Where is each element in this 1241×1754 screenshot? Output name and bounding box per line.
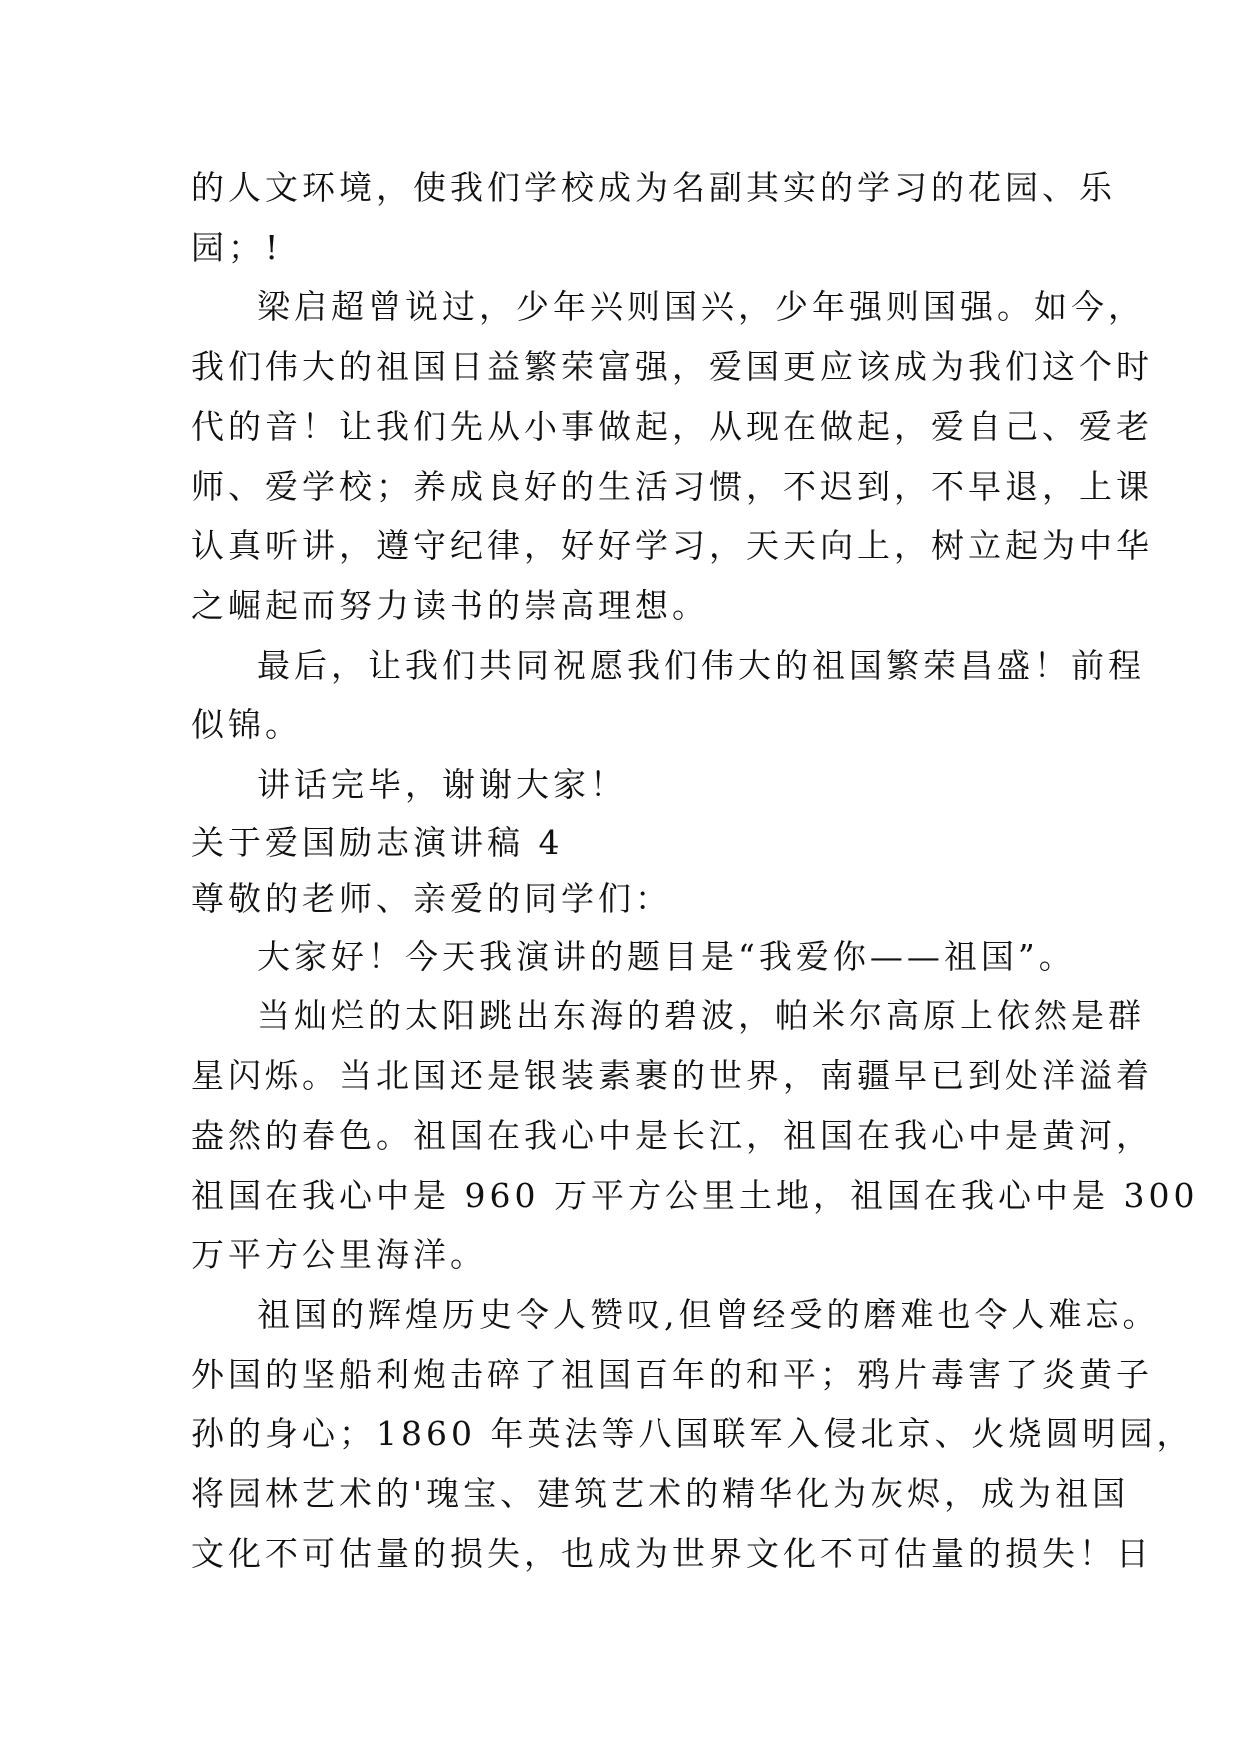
text-line: 祖国在我心中是 960 万平方公里土地，祖国在我心中是 300 [191,1175,1199,1215]
text-line: 星闪烁。当北国还是银装素裹的世界，南疆早已到处洋溢着 [191,1056,1153,1096]
paragraph-first-line: 大家好！今天我演讲的题目是“我爱你——祖国”。 [257,936,1076,976]
text-line: 的人文环境，使我们学校成为名副其实的学习的花园、乐 [191,168,1116,207]
text-line: 园；! [191,227,283,267]
text-line: 孙的身心；1860 年英法等八国联军入侵北京、火烧圆明园， [191,1414,1194,1454]
text-line: 我们伟大的祖国日益繁荣富强，爱国更应该成为我们这个时 [191,347,1153,387]
paragraph-first-line: 最后，让我们共同祝愿我们伟大的祖国繁荣昌盛！前程 [257,645,1145,685]
paragraph-first-line: 当灿烂的太阳跳出东海的碧波，帕米尔高原上依然是群 [257,996,1145,1036]
text-line: 万平方公里海洋。 [191,1235,487,1275]
text-line: 认真听讲，遵守纪律，好好学习，天天向上，树立起为中华 [191,526,1153,566]
section-heading: 关于爱国励志演讲稿 4 [191,822,564,862]
text-line: 盎然的春色。祖国在我心中是长江，祖国在我心中是黄河， [191,1115,1153,1155]
paragraph-first-line: 梁启超曾说过，少年兴则国兴，少年强则国强。如今， [257,287,1145,327]
text-line: 文化不可估量的损失，也成为世界文化不可估量的损失！日 [191,1533,1153,1573]
text-line: 之崛起而努力读书的崇高理想。 [191,585,709,625]
paragraph-first-line: 讲话完毕，谢谢大家！ [257,765,627,805]
document-page [191,158,1199,1583]
paragraph-first-line: 祖国的辉煌历史令人赞叹,但曾经受的磨难也令人难忘。 [257,1294,1160,1334]
text-line: 似锦。 [191,705,302,745]
text-line: 代的音！让我们先从小事做起，从现在做起，爱自己、爱老 [191,406,1153,446]
text-line: 师、爱学校；养成良好的生活习惯，不迟到，不早退，上课 [191,466,1153,506]
text-line: 外国的坚船利炮击碎了祖国百年的和平；鸦片毒害了炎黄子 [191,1354,1153,1394]
salutation: 尊敬的老师、亲爱的同学们： [191,878,672,918]
text-line: 将园林艺术的'瑰宝、建筑艺术的精华化为灰烬，成为祖国 [191,1474,1130,1514]
